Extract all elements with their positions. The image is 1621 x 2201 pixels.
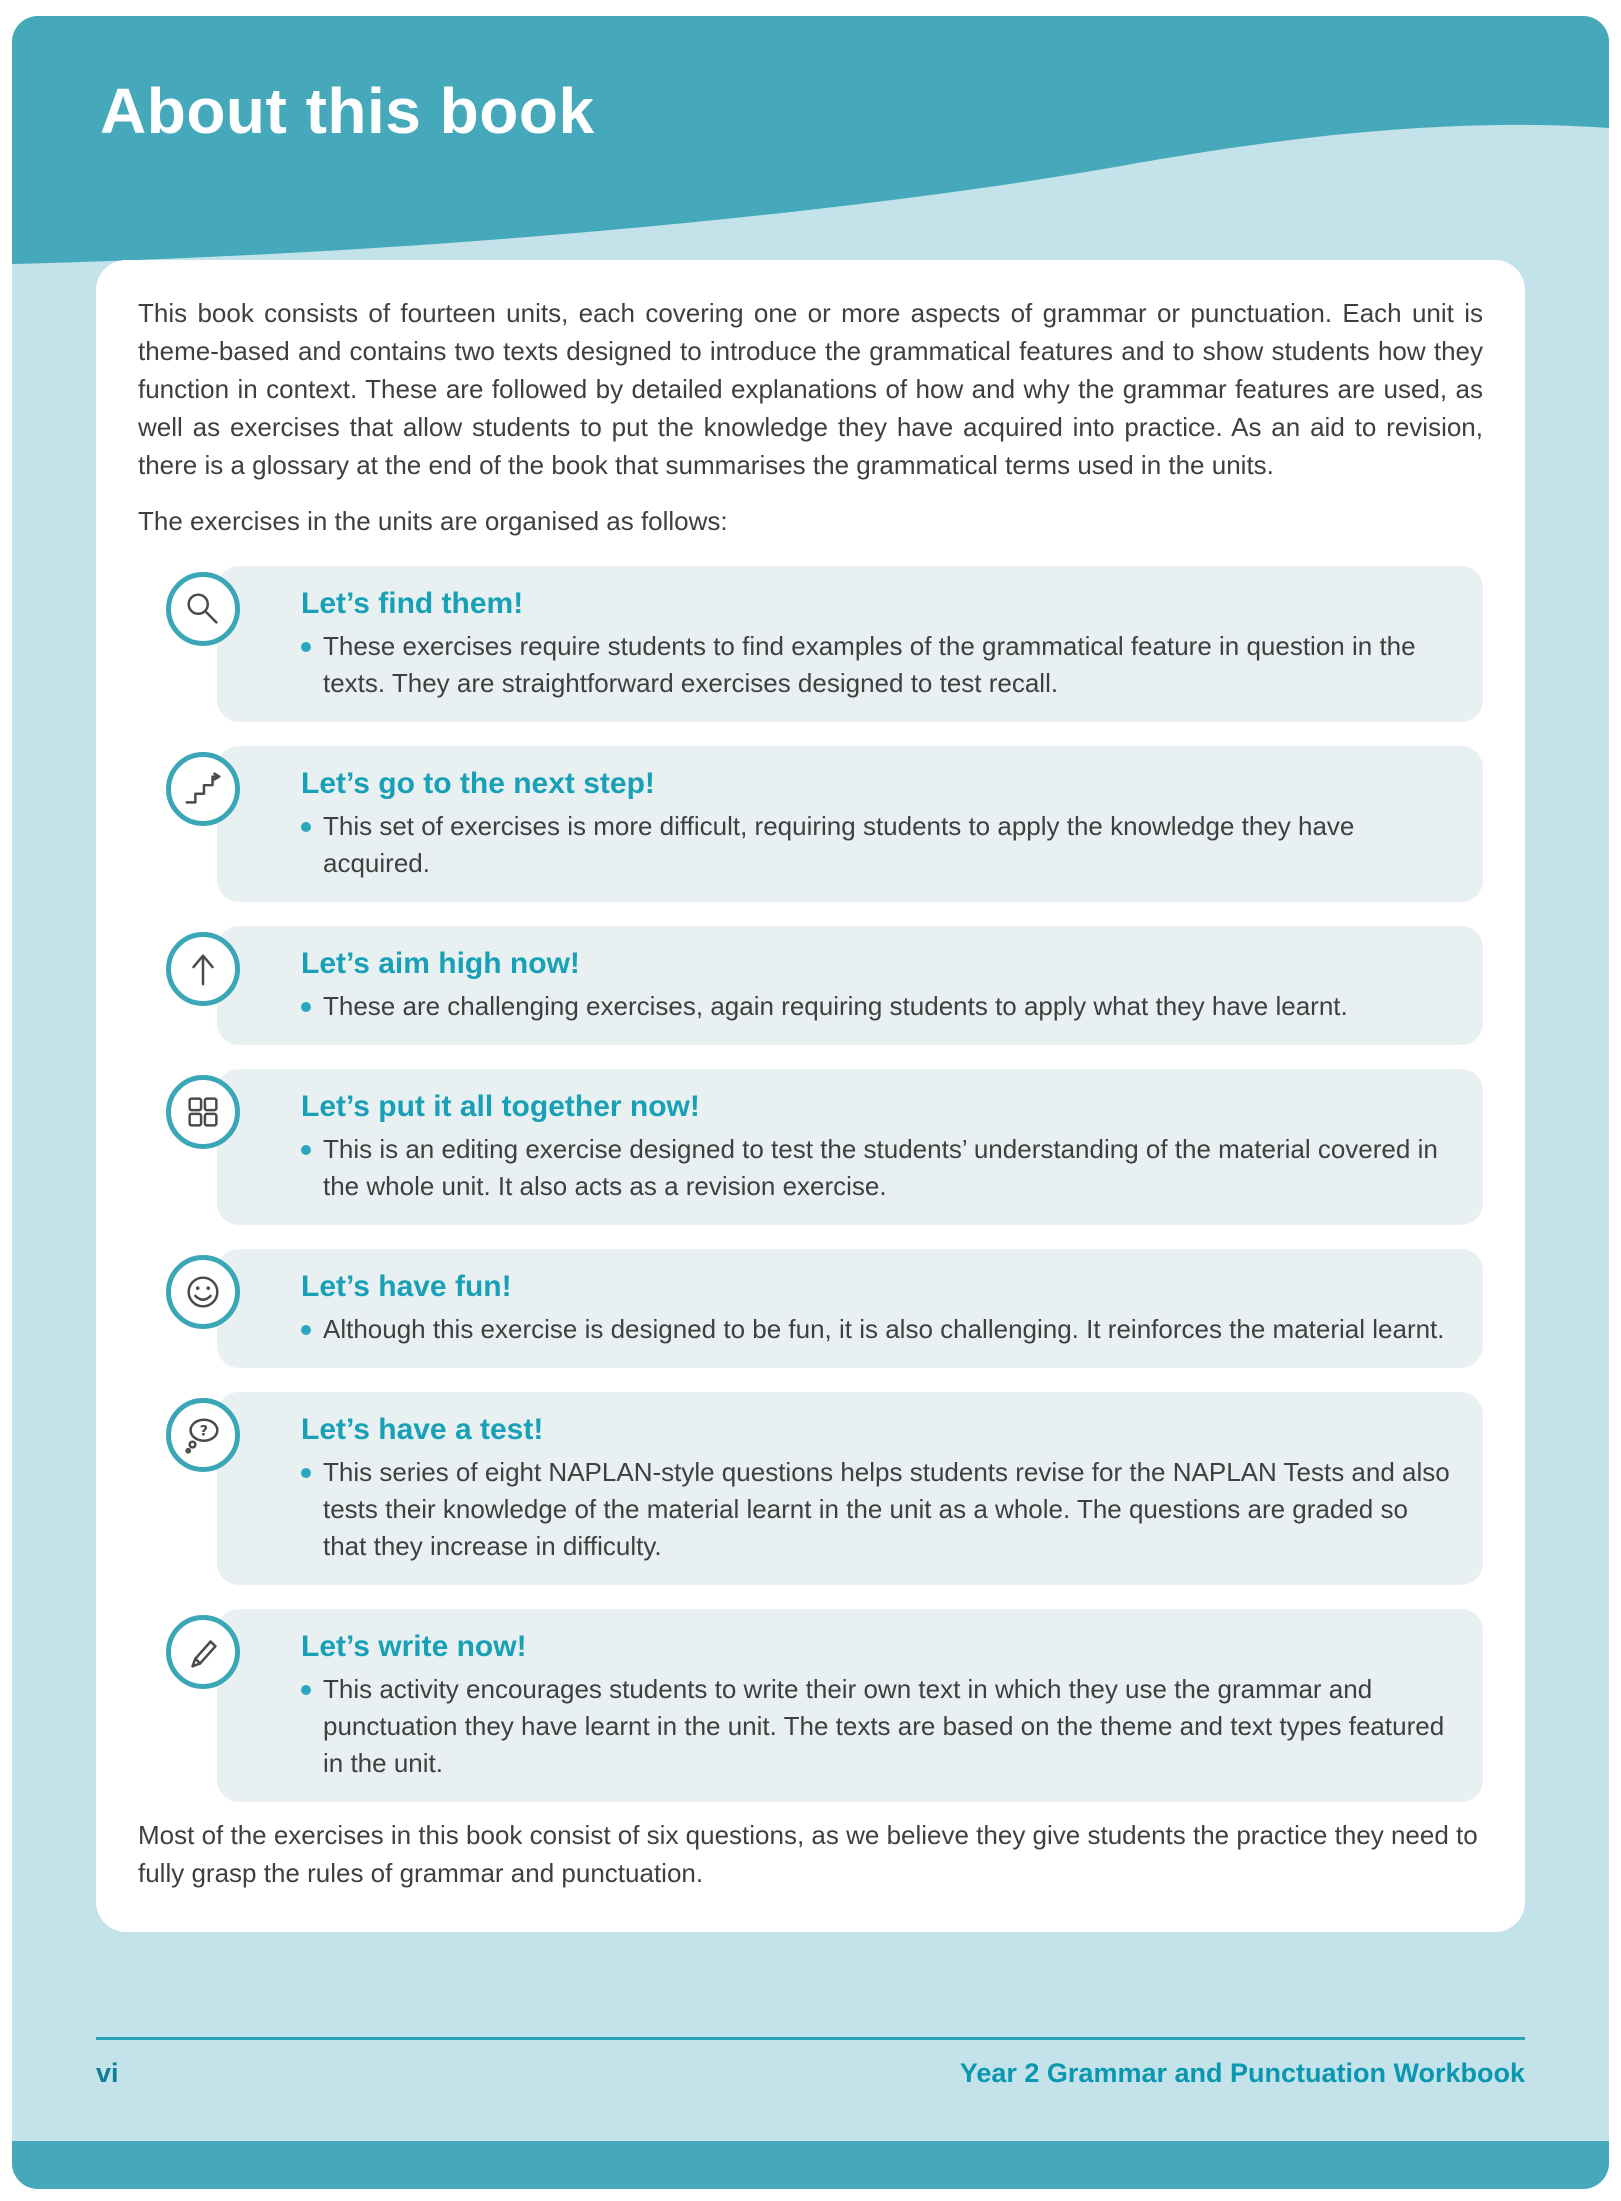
bullet-text: These exercises require students to find examples of the grammatical feature in question in the texts. They are straightforward exercises designed to test recall. bbox=[323, 631, 1416, 698]
pencil-icon bbox=[166, 1615, 240, 1689]
section-panel bbox=[217, 926, 1483, 1045]
thought-bubble-question-icon bbox=[166, 1398, 240, 1472]
bullet-text: This is an editing exercise designed to test the students’ understanding of the material covered in the whole unit. It also acts as a revision exercise. bbox=[323, 1134, 1438, 1201]
bullet-item bbox=[301, 988, 1453, 1025]
section-panel bbox=[217, 566, 1483, 722]
section-panel bbox=[217, 746, 1483, 902]
bullet-dot bbox=[301, 1145, 311, 1155]
footer bbox=[96, 2037, 1525, 2141]
bullet-item bbox=[301, 1454, 1453, 1565]
bullet-text: These are challenging exercises, again requiring students to apply what they have learnt. bbox=[323, 991, 1348, 1021]
section-have-a-test bbox=[199, 1392, 1483, 1585]
section-write-now bbox=[217, 1609, 1483, 1802]
bullet-text: This set of exercises is more difficult, requiring students to apply the knowledge they have acquired. bbox=[323, 811, 1355, 878]
section-title: Let’s have fun! bbox=[301, 1270, 512, 1303]
book-title: Year 2 Grammar and Punctuation Workbook bbox=[959, 2058, 1525, 2088]
page-number: vi bbox=[96, 2058, 119, 2088]
bullet-text: This series of eight NAPLAN-style questions helps students revise for the NAPLAN Tests and also tests their knowledge of the material learnt in the unit as a whole. The questions are graded so that they increase in difficulty. bbox=[323, 1457, 1450, 1561]
section-put-together bbox=[217, 1069, 1483, 1225]
section-title: Let’s have a test! bbox=[301, 1413, 544, 1446]
bullet-item bbox=[301, 628, 1453, 702]
magnifying-glass-icon bbox=[166, 572, 240, 646]
section-next-step bbox=[217, 746, 1483, 902]
header-banner bbox=[12, 16, 1609, 290]
bullet-text: This activity encourages students to write their own text in which they use the grammar and punctuation they have learnt in the unit. The texts are based on the theme and text types featured in the unit. bbox=[323, 1674, 1445, 1778]
bullet-dot bbox=[301, 822, 311, 832]
exercises-lead-in: The exercises in the units are organised as follows: bbox=[138, 506, 728, 536]
page-body bbox=[12, 290, 1609, 2141]
section-panel bbox=[217, 1069, 1483, 1225]
bullet-item bbox=[301, 808, 1453, 882]
closing-paragraph: Most of the exercises in this book consist of six questions, as we believe they give students the practice they need to fully grasp the rules of grammar and punctuation. bbox=[138, 1820, 1478, 1888]
section-title: Let’s aim high now! bbox=[301, 947, 580, 980]
page-frame bbox=[12, 16, 1609, 2189]
section-title: Let’s find them! bbox=[301, 587, 524, 620]
bullet-dot bbox=[301, 642, 311, 652]
smiley-face-icon bbox=[166, 1255, 240, 1329]
bullet-item bbox=[301, 1131, 1453, 1205]
intro-paragraph: This book consists of fourteen units, each covering one or more aspects of grammar or punctuation. Each unit is theme-based and contains two texts designed to introduce the grammatical features and to show students how they function in context. These are followed by detailed explanations of how and why the grammar features are used, as well as exercises that allow students to put the knowledge they have acquired into practice. As an aid to revision, there is a glossary at the end of the book that summarises the grammatical terms used in the units. bbox=[138, 298, 1483, 480]
upward-arrow-icon bbox=[166, 932, 240, 1006]
bullet-dot bbox=[301, 1685, 311, 1695]
bullet-dot bbox=[301, 1325, 311, 1335]
bullet-dot bbox=[301, 1468, 311, 1478]
bullet-item bbox=[301, 1311, 1453, 1348]
section-panel bbox=[217, 1249, 1483, 1368]
section-find-them bbox=[217, 566, 1483, 722]
section-title: Let’s go to the next step! bbox=[301, 767, 655, 800]
content-card bbox=[96, 260, 1525, 1932]
puzzle-pieces-icon bbox=[166, 1075, 240, 1149]
section-panel bbox=[217, 1609, 1483, 1802]
header-wave-shape bbox=[12, 16, 1609, 290]
section-title: Let’s put it all together now! bbox=[301, 1090, 700, 1123]
footer-row bbox=[96, 2040, 1525, 2089]
bullet-dot bbox=[301, 1002, 311, 1012]
section-title: Let’s write now! bbox=[301, 1630, 527, 1663]
bottom-bar bbox=[12, 2141, 1609, 2189]
page-title: About this book bbox=[100, 75, 595, 147]
section-aim-high bbox=[217, 926, 1483, 1045]
bullet-text: Although this exercise is designed to be fun, it is also challenging. It reinforces the material learnt. bbox=[323, 1314, 1445, 1344]
ascending-steps-icon bbox=[166, 752, 240, 826]
section-panel bbox=[217, 1392, 1483, 1585]
section-have-fun bbox=[217, 1249, 1483, 1368]
bullet-item bbox=[301, 1671, 1453, 1782]
svg-text:?: ? bbox=[199, 1423, 209, 1440]
